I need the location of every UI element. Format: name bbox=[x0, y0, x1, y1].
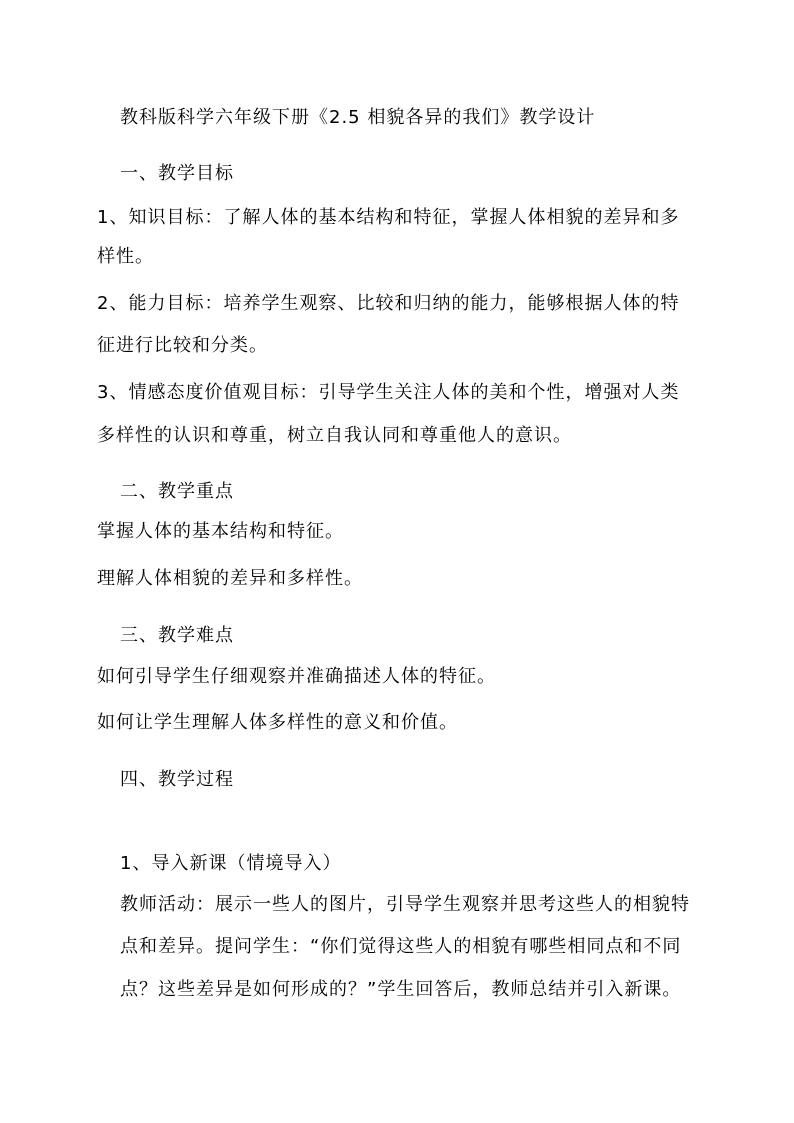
difficulty-1: 如何引导学生仔细观察并准确描述人体的特征。 bbox=[97, 666, 496, 687]
objective-3-line-2: 多样性的认识和尊重，树立自我认同和尊重他人的意识。 bbox=[97, 425, 572, 446]
objective-2-line-1: 2、能力目标：培养学生观察、比较和归纳的能力，能够根据人体的特 bbox=[97, 293, 680, 314]
process-step-1-heading: 1、导入新课（情境导入） bbox=[120, 853, 342, 874]
objective-2-line-2: 征进行比较和分类。 bbox=[97, 335, 268, 356]
key-point-1: 掌握人体的基本结构和特征。 bbox=[97, 521, 344, 542]
objective-1-line-1: 1、知识目标：了解人体的基本结构和特征，掌握人体相貌的差异和多 bbox=[97, 207, 680, 228]
process-step-1-line-3: 点？这些差异是如何形成的？”学生回答后，教师总结并引入新课。 bbox=[120, 979, 682, 1000]
document-title: 教科版科学六年级下册《2.5 相貌各异的我们》教学设计 bbox=[120, 107, 596, 128]
difficulty-2: 如何让学生理解人体多样性的意义和价值。 bbox=[97, 712, 458, 733]
section-heading-process: 四、教学过程 bbox=[120, 769, 234, 790]
section-heading-objectives: 一、教学目标 bbox=[120, 163, 234, 184]
section-heading-difficulties: 三、教学难点 bbox=[120, 625, 234, 646]
process-step-1-line-2: 点和差异。提问学生：“你们觉得这些人的相貌有哪些相同点和不同 bbox=[120, 936, 682, 957]
process-step-1-line-1: 教师活动：展示一些人的图片，引导学生观察并思考这些人的相貌特 bbox=[120, 894, 690, 915]
section-heading-key-points: 二、教学重点 bbox=[120, 481, 234, 502]
objective-3-line-1: 3、情感态度价值观目标：引导学生关注人体的美和个性，增强对人类 bbox=[97, 382, 680, 403]
key-point-2: 理解人体相貌的差异和多样性。 bbox=[97, 568, 363, 589]
objective-1-line-2: 样性。 bbox=[97, 246, 154, 267]
